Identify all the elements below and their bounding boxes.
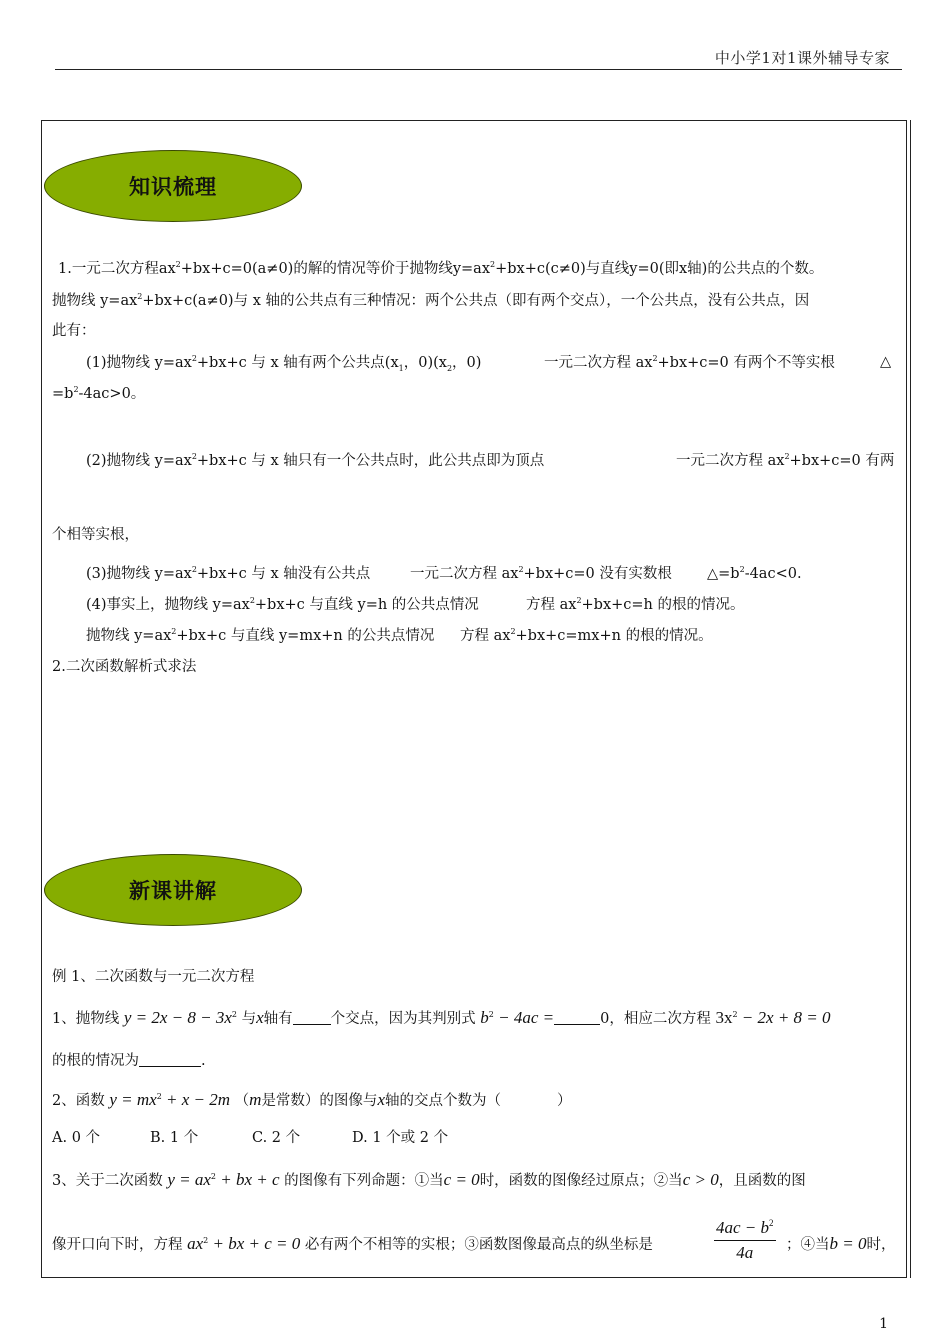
knowledge-line-1: 1.一元二次方程$ax^2+bx+c=0(a\ne 0)$的解的情况等价于抛物线$y=ax^2+bx+c(c\ne 0)$与直线y=0(即x轴)的公共点的个数。 [58, 260, 824, 277]
section-lesson-badge [44, 854, 302, 926]
case-5-line-a: 抛物线 $y=ax^2+bx+c$ 与直线 y=mx+n 的公共点情况 [86, 627, 435, 644]
section-lesson-title: 新课讲解 [129, 879, 217, 903]
question-3-line-b: 像开口向下时，方程 $ax^2$ + bx + c = 0 必有两个不相等的实根；③函数图像最高点的纵坐标是 [52, 1234, 653, 1253]
delta-symbol: △ [880, 354, 892, 370]
case-3-line-b: 一元二次方程 $ax^2+bx+c=0$ 没有实数根 [410, 565, 672, 582]
case-2-line-b: 一元二次方程 $ax^2+bx+c=0$ 有两 [676, 452, 895, 469]
question-1-line-b: 的根的情况为 . [52, 1053, 206, 1069]
case-4-line-a: (4)事实上，抛物线 $y=ax^2+bx+c$ 与直线 y=h 的公共点情况 [86, 596, 479, 613]
blank-intersections[interactable] [293, 1010, 331, 1025]
knowledge-item-2: 2.二次函数解析式求法 [52, 659, 197, 675]
blank-discriminant[interactable] [554, 1010, 600, 1025]
case-1-line-a: (1)抛物线 $y=ax^2+bx+c$ 与 x 轴有两个公共点($x_1$，$0)(x_2$，0) [86, 354, 482, 373]
option-c[interactable]: C. 2 个 [252, 1130, 301, 1146]
example-title: 例 1、二次函数与一元二次方程 [52, 969, 255, 985]
case-1-line-b: 一元二次方程 $ax^2+bx+c=0$ 有两个不等实根 [544, 354, 835, 371]
case-5-line-b: 方程 $ax^2+bx+c=mx+n$ 的根的情况。 [460, 627, 713, 644]
case-1-line-c: $=b^2-4ac>0$。 [52, 385, 146, 402]
option-d[interactable]: D. 1 个或 2 个 [352, 1130, 449, 1146]
case-3-line-c: $\triangle=b^2-4ac<0$. [707, 565, 802, 582]
section-knowledge-badge [44, 150, 302, 222]
page-number: 1 [879, 1316, 888, 1332]
question-3-line-a: 3、关于二次函数 $y = ax^2$ + bx + c 的图像有下列命题：①当c = 0时，函数的图像经过原点；②当c > 0，且函数的图 [52, 1170, 806, 1189]
section-knowledge-title: 知识梳理 [129, 175, 217, 199]
case-4-line-b: 方程 $ax^2+bx+c=h$ 的根的情况。 [526, 596, 745, 613]
max-y-fraction: $\frac{4ac - b^2}{4a}$ [716, 1218, 774, 1262]
case-2-line-c: 个相等实根， [52, 527, 139, 543]
content-frame-edge [910, 120, 911, 1278]
option-a[interactable]: A. 0 个 [52, 1130, 101, 1146]
knowledge-line-2: 抛物线 $y=ax^2+bx+c(a\ne 0)$与 x 轴的公共点有三种情况：两个公共点（即有两个交点），一个公共点，没有公共点，因 [52, 292, 810, 309]
blank-root-case[interactable] [139, 1052, 201, 1067]
option-b[interactable]: B. 1 个 [150, 1130, 199, 1146]
header-rule [55, 69, 902, 70]
knowledge-line-3: 此有： [52, 323, 96, 339]
question-1-line-a: 1、抛物线 $y = 2x - 8 - 3x^2$ 与x轴有 个交点，因为其判别式 $b^2 - 4ac = 0$，相应二次方程 $3x^2 - 2x + 8 = 0$ [52, 1008, 831, 1027]
question-3-line-c: ；④当b = 0时， [786, 1234, 896, 1253]
header-org: 中小学1对1课外辅导专家 [714, 49, 890, 67]
question-2: 2、函数 $y = mx^2 + x - 2m$ （m是常数）的图像与x轴的交点个数为（ ） [52, 1090, 572, 1109]
case-2-line-a: (2)抛物线 $y=ax^2+bx+c$ 与 x 轴只有一个公共点时，此公共点即为顶点 [86, 452, 545, 469]
case-3-line-a: (3)抛物线 $y=ax^2+bx+c$ 与 x 轴没有公共点 [86, 565, 371, 582]
